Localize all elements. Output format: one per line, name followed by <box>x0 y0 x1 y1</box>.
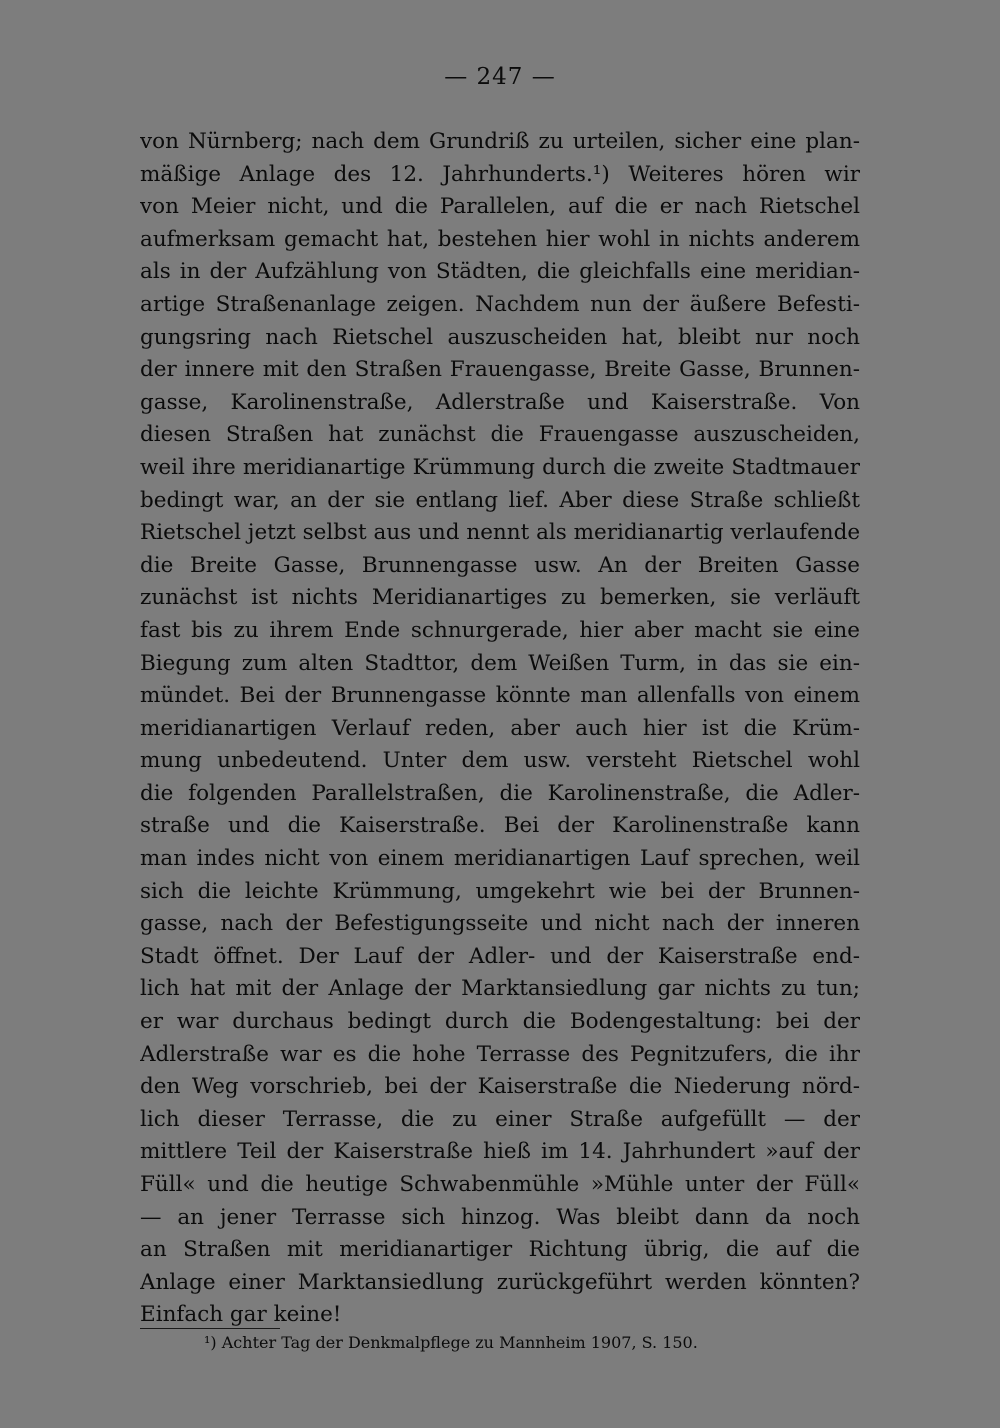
text-line: mündet. Bei der Brunnengasse könnte man allenfalls von einem <box>140 683 860 709</box>
text-line: er war durchaus bedingt durch die Bodengestaltung: bei der <box>140 1009 860 1035</box>
text-line: Füll« und die heutige Schwabenmühle »Mühle unter der Füll« <box>140 1172 860 1197</box>
text-line: meridianartigen Verlauf reden, aber auch hier ist die Krüm- <box>140 715 860 741</box>
text-line: den Weg vorschrieb, bei der Kaiserstraße die Niederung nörd- <box>140 1074 860 1100</box>
text-line: lich hat mit der Anlage der Marktansiedlung gar nichts zu tun; <box>140 976 860 1002</box>
footnote-rule <box>140 1328 280 1329</box>
text-line: gungsring nach Rietschel auszuscheiden hat, bleibt nur noch <box>140 324 860 350</box>
text-line: sich die leichte Krümmung, umgekehrt wie bei der Brunnen- <box>140 878 860 904</box>
text-line: die folgenden Parallelstraßen, die Karolinenstraße, die Adler- <box>140 780 860 806</box>
text-line: gasse, nach der Befestigungsseite und nicht nach der inneren <box>140 911 860 937</box>
text-line: straße und die Kaiserstraße. Bei der Karolinenstraße kann <box>140 813 860 839</box>
text-line: lich dieser Terrasse, die zu einer Straße aufgefüllt — der <box>140 1106 860 1132</box>
text-line: mung unbedeutend. Unter dem usw. versteht Rietschel wohl <box>140 748 860 774</box>
text-line: Stadt öffnet. Der Lauf der Adler- und der Kaiserstraße end- <box>140 943 860 969</box>
text-line: von Meier nicht, und die Parallelen, auf die er nach Rietschel <box>140 194 860 220</box>
text-line: an Straßen mit meridianartiger Richtung übrig, die auf die <box>140 1237 860 1263</box>
text-line: weil ihre meridianartige Krümmung durch die zweite Stadtmauer <box>140 454 860 480</box>
text-line: Adlerstraße war es die hohe Terrasse des Pegnitzufers, die ihr <box>140 1041 860 1067</box>
body-text <box>140 126 860 1332</box>
text-line: aufmerksam gemacht hat, bestehen hier wohl in nichts anderem <box>140 226 860 252</box>
text-line: der innere mit den Straßen Frauengasse, Breite Gasse, Brunnen- <box>140 357 860 383</box>
text-line: Biegung zum alten Stadttor, dem Weißen Turm, in das sie ein- <box>140 650 860 676</box>
text-line: Anlage einer Marktansiedlung zurückgeführt werden könnten? <box>140 1269 860 1295</box>
text-line: mäßige Anlage des 12. Jahrhunderts.¹) Weiteres hören wir <box>140 161 860 187</box>
text-line: artige Straßenanlage zeigen. Nachdem nun der äußere Befesti- <box>140 291 860 317</box>
text-line: von Nürnberg; nach dem Grundriß zu urteilen, sicher eine plan- <box>140 129 860 154</box>
text-line: die Breite Gasse, Brunnengasse usw. An der Breiten Gasse <box>140 552 860 578</box>
footnote: ¹) Achter Tag der Denkmalpflege zu Mannheim 1907, S. 150. <box>204 1333 698 1352</box>
text-line: Einfach gar keine! <box>140 1302 342 1328</box>
text-line: man indes nicht von einem meridianartigen Lauf sprechen, weil <box>140 846 860 872</box>
text-line: — an jener Terrasse sich hinzog. Was bleibt dann da noch <box>140 1204 860 1230</box>
text-line: gasse, Karolinenstraße, Adlerstraße und Kaiserstraße. Von <box>140 389 860 415</box>
text-line: Rietschel jetzt selbst aus und nennt als meridianartig verlaufende <box>140 520 860 546</box>
page-number: — 247 — <box>444 64 556 90</box>
text-line: diesen Straßen hat zunächst die Frauengasse auszuscheiden, <box>140 422 860 448</box>
text-line: bedingt war, an der sie entlang lief. Aber diese Straße schließt <box>140 487 860 513</box>
text-line: fast bis zu ihrem Ende schnurgerade, hier aber macht sie eine <box>140 617 860 643</box>
text-line: mittlere Teil der Kaiserstraße hieß im 14. Jahrhundert »auf der <box>140 1139 860 1165</box>
text-line: zunächst ist nichts Meridianartiges zu bemerken, sie verläuft <box>140 585 860 611</box>
text-line: als in der Aufzählung von Städten, die gleichfalls eine meridian- <box>140 259 860 285</box>
